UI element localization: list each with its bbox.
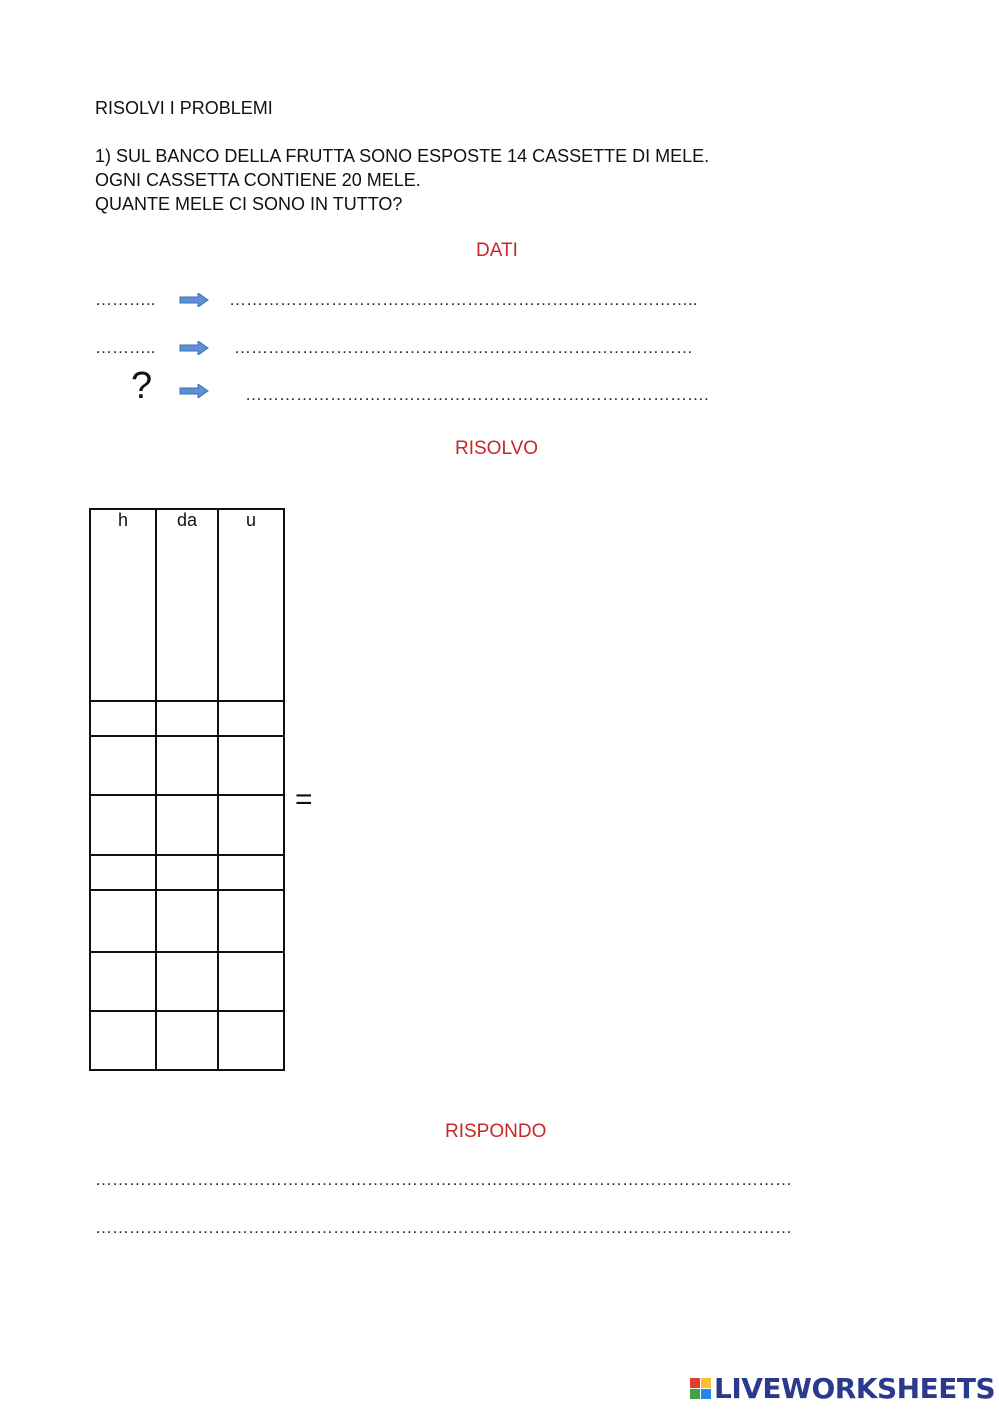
answer-line-1[interactable]: …………………………………………………………………………………………………………… [95,1170,792,1189]
problem-line-3: QUANTE MELE CI SONO IN TUTTO? [95,194,403,214]
table-cell[interactable] [218,952,284,1011]
table-cell[interactable] [156,855,218,890]
header-tens: da [156,509,218,701]
section-rispondo: RISPONDO [445,1121,547,1142]
table-cell[interactable] [90,795,156,855]
problem-line-2: OGNI CASSETTA CONTIENE 20 MELE. [95,170,421,190]
header-units: u [218,509,284,701]
table-cell[interactable] [218,701,284,736]
section-dati: DATI [476,240,518,261]
table-cell[interactable] [218,855,284,890]
dati-value-2[interactable]: ……….. [95,338,156,357]
question-mark: ? [131,365,153,407]
liveworksheets-logo [690,1372,995,1404]
section-risolvo: RISOLVO [455,438,539,459]
table-cell[interactable] [156,1011,218,1070]
problem-line-1: 1) SUL BANCO DELLA FRUTTA SONO ESPOSTE 14 CASSETTE DI MELE. [95,146,710,166]
dati-value-1[interactable]: ……….. [95,290,156,309]
table-cell[interactable] [156,890,218,952]
dati-answer-3[interactable]: ………………………………………………………………………. [245,385,709,404]
table-cell[interactable] [156,952,218,1011]
table-cell[interactable] [218,736,284,795]
dati-answer-1[interactable]: ……………………………………………………………………….. [229,290,698,309]
logo-text: LIVEWORKSHEETS [714,1371,996,1405]
table-cell[interactable] [218,1011,284,1070]
dati-answer-2[interactable]: ……………………………………………………………………… [234,338,693,357]
table-cell[interactable] [156,736,218,795]
table-cell[interactable] [90,736,156,795]
arrow-right-icon [179,384,209,398]
arrow-right-icon [179,341,209,355]
equals-sign: = [295,783,313,816]
column-calculation-table [89,508,285,1071]
table-cell[interactable] [218,890,284,952]
logo-blocks-icon [690,1378,711,1399]
table-cell[interactable] [90,890,156,952]
table-cell[interactable] [90,855,156,890]
table-cell[interactable] [90,1011,156,1070]
answer-line-2[interactable]: …………………………………………………………………………………………………………… [95,1218,792,1237]
table-cell[interactable] [156,701,218,736]
table-cell[interactable] [90,701,156,736]
header-hundreds: h [90,509,156,701]
arrow-right-icon [179,293,209,307]
page-title: RISOLVI I PROBLEMI [95,98,273,118]
table-cell[interactable] [218,795,284,855]
table-cell[interactable] [90,952,156,1011]
table-cell[interactable] [156,795,218,855]
